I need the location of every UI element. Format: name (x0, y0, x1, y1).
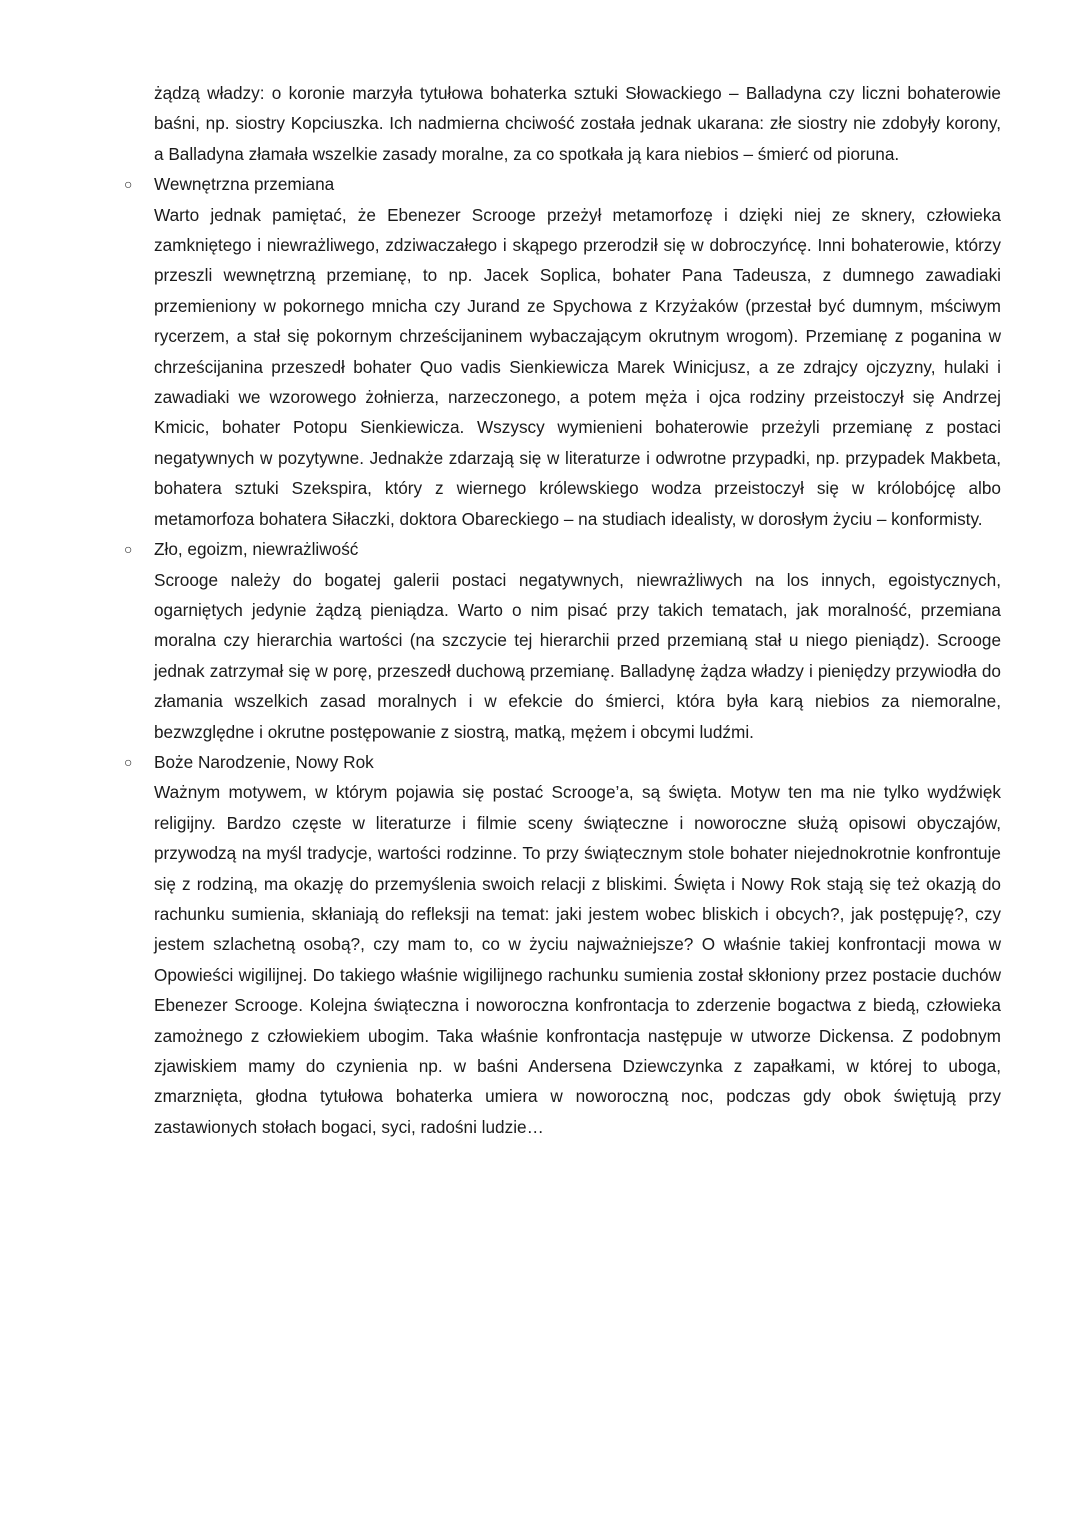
section-paragraph: Ważnym motywem, w którym pojawia się postać Scrooge’a, są święta. Motyw ten ma nie tylko wydźwięk religijny. Bardzo częste w literaturze i filmie sceny świąteczne i noworoczne służą opisowi obyczajów, przywodzą na myśl tradycje, wartości rodzinne. To przy świątecznym stole bohater niejednokrotnie konfrontuje się z rodziną, ma okazję do przemyślenia swoich relacji z bliskimi. Święta i Nowy Rok stają się też okazją do rachunku sumienia, skłaniają do refleksji na temat: jaki jestem wobec bliskich i obcych?, jak postępuję?, czy jestem szlachetną osobą?, czy mam to, co w życiu najważniejsze? O właśnie takiej konfrontacji mowa w Opowieści wigilijnej. Do takiego właśnie wigilijnego rachunku sumienia został skłoniony przez postacie duchów Ebenezer Scrooge. Kolejna świąteczna i noworoczna konfrontacja to zderzenie bogactwa z biedą, człowieka zamożnego z człowiekiem ubogim. Taka właśnie konfrontacja następuje w utworze Dickensa. Z podobnym zjawiskiem mamy do czynienia np. w baśni Andersena Dziewczynka z zapałkami, w której to uboga, zmarznięta, głodna tytułowa bohaterka umiera w noworoczną noc, podczas gdy obok świętują przy zastawionych stołach bogaci, syci, radośni ludzie… (154, 782, 1001, 1137)
bullet-circle-icon: ○ (124, 176, 133, 193)
section-heading: Boże Narodzenie, Nowy Rok (154, 751, 374, 772)
list-item-evil-egoism (124, 534, 1001, 747)
section-paragraph: Warto jednak pamiętać, że Ebenezer Scrooge przeżył metamorfozę i dzięki niej ze sknery, człowieka zamkniętego i niewrażliwego, zdziwaczałego i skąpego przerodził się w dobroczyńcę. Inni bohaterowie, którzy przeszli wewnętrzną przemianę, to np. Jacek Soplica, bohater Pana Tadeusza, z dumnego zawadiaki przemieniony w pokornego mnicha czy Jurand ze Spychowa z Krzyżaków (przestał być dumnym, mściwym rycerzem, a stał się pokornym chrześcijaninem wybaczającym okrutnym wrogom). Przemianę z poganina w chrześcijanina przeszedł bohater Quo vadis Sienkiewicza Marek Winicjusz, a ze zdrajcy ojczyzny, hulaki i zawadiaki we wzorowego żołnierza, narzeczonego, a potem męża i ojca rodziny przeistoczył się Andrzej Kmicic, bohater Potopu Sienkiewicza. Wszyscy wymienieni bohaterowie przeżyli przemianę z postaci negatywnych w pozytywne. Jednakże zdarzają się w literaturze i odwrotne przypadki, np. przypadek Makbeta, bohatera sztuki Szekspira, który z wiernego królewskiego wodza przeistoczył się w królobójcę albo metamorfoza bohatera Siłaczki, doktora Obareckiego – na studiach idealisty, w dorosłym życiu – konformisty. (154, 204, 1001, 529)
bullet-circle-icon: ○ (124, 753, 133, 770)
section-heading: Zło, egoizm, niewrażliwość (154, 539, 359, 560)
section-heading: Wewnętrzna przemiana (154, 174, 335, 195)
intro-paragraph: żądzą władzy: o koronie marzyła tytułowa bohaterka sztuki Słowackiego – Balladyna czy liczni bohaterowie baśni, np. siostry Kopciuszka. Ich nadmierna chciwość została jednak ukarana: złe siostry nie zdobyły korony, a Balladyna złamała wszelkie zasady moralne, za co spotkała ją kara niebios – śmierć od pioruna. (154, 83, 1001, 164)
document-body (124, 78, 1001, 1142)
bullet-circle-icon: ○ (124, 541, 133, 558)
section-paragraph: Scrooge należy do bogatej galerii postaci negatywnych, niewrażliwych na los innych, egoistycznych, ogarniętych jedynie żądzą pieniądza. Warto o nim pisać przy takich tematach, jak moralność, przemiana moralna czy hierarchia wartości (na szczycie tej hierarchii przed przemianą stał u niego pieniądz). Scrooge jednak zatrzymał się w porę, przeszedł duchową przemianę. Balladynę żądza władzy i pieniędzy przywiodła do złamania wszelkich zasad moralnych i w efekcie do śmierci, która była karą niebios za niemoralne, bezwzględne i okrutne postępowanie z siostrą, matką, mężem i obcymi ludźmi. (154, 569, 1001, 742)
list-item-inner-transformation (124, 169, 1001, 534)
list-item-christmas-new-year (124, 747, 1001, 1142)
